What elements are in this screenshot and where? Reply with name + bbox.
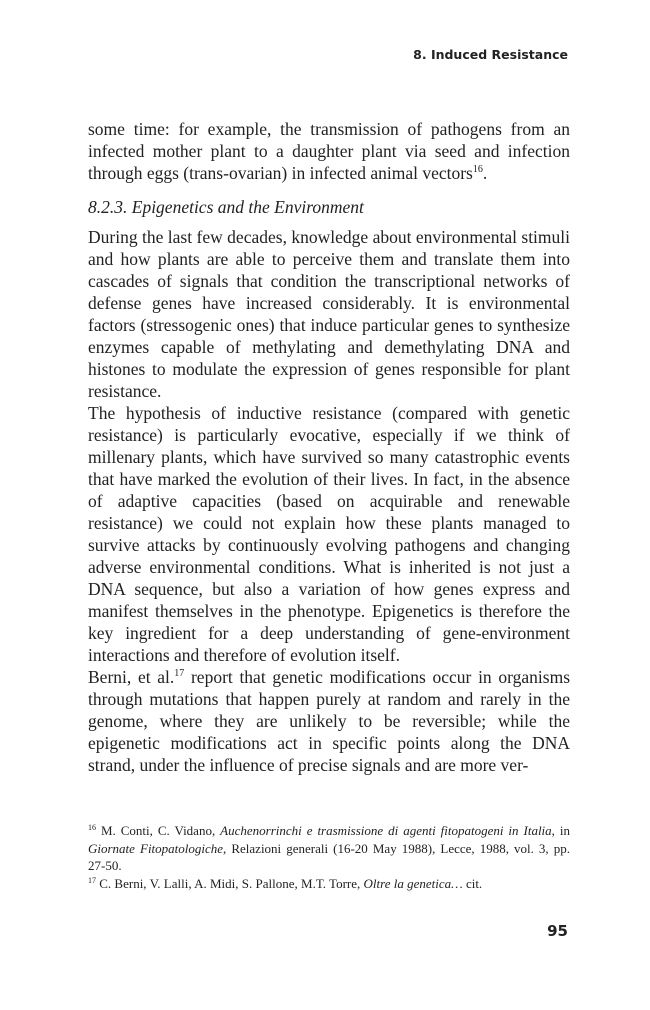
footnote-16 bbox=[88, 822, 570, 875]
footnote-text: M. Conti, C. Vidano, bbox=[96, 823, 221, 838]
paragraph-end: . bbox=[482, 163, 488, 183]
footnote-text: , Relazioni generali (16-20 May 1988), Lecce, 1988, vol. 3, pp. 27-50. bbox=[88, 840, 570, 873]
footnote-ref-16[interactable]: 16 bbox=[472, 164, 483, 175]
footnote-17 bbox=[88, 875, 570, 893]
main-text bbox=[88, 118, 570, 776]
footnote-number: 16 bbox=[88, 823, 96, 832]
page-number: 95 bbox=[547, 922, 568, 940]
footnote-title: Oltre la genetica… bbox=[363, 875, 463, 891]
footnote-number: 17 bbox=[88, 875, 96, 885]
paragraph-hypothesis: The hypothesis of inductive resistance (compared with genetic resistance) is particularly evocative, especially if we think of millenary plants, which have survived so many catastrophic events that have marked the evolution of their lives. In fact, in the absence of adaptive capacities (based on acquirable and renewable resistance) we could not explain how these plants managed to survive attacks by continuously evolving pathogens and changing adverse environmental conditions. What is inherited is not just a DNA sequence, but also a variation of how genes express and manifest themselves in the phenotype. Epigenetics is therefore the key ingredient for a deep understanding of gene-environment interactions and therefore of evolution itself. bbox=[88, 403, 570, 665]
running-head: 8. Induced Resistance bbox=[413, 47, 568, 62]
footnote-text: C. Berni, V. Lalli, A. Midi, S. Pallone, M.T. Torre, bbox=[96, 875, 364, 891]
footnotes bbox=[88, 822, 570, 892]
paragraph-epigenetics: During the last few decades, knowledge about environmental stimuli and how plants are able to perceive them and translate them into cascades of signals that condition the transcriptional networks of defense genes have increased considerably. It is environmental factors (stressogenic ones) that induce particular genes to synthesize enzymes capable of methylating and demethylating DNA and histones to modulate the expression of genes responsible for plant resistance. bbox=[88, 227, 570, 401]
paragraph-text: some time: for example, the transmission of pathogens from an infected mother plant to a daughter plant via seed and infection through eggs (trans-ovarian) in infected animal vectors bbox=[88, 119, 570, 183]
footnote-ref-17[interactable]: 17 bbox=[174, 668, 185, 679]
paragraph-text: report that genetic modifications occur in organisms through mutations that happen purely at random and rarely in the genome, where they are unlikely to be reversible; while the epigenetic modifications act in specific points along the DNA strand, under the influence of precise signals and are more ver- bbox=[88, 667, 571, 775]
footnote-journal: Giornate Fitopatologiche bbox=[88, 840, 224, 856]
paragraph-text: Berni, et al. bbox=[88, 667, 175, 687]
footnote-text: cit. bbox=[462, 875, 483, 891]
section-heading: 8.2.3. Epigenetics and the Environment bbox=[88, 197, 364, 217]
footnote-title: Auchenorrinchi e trasmissione di agenti fitopatogeni in Italia bbox=[220, 823, 552, 838]
footnote-text: , in bbox=[551, 823, 570, 838]
paragraph-continuation bbox=[88, 118, 570, 184]
paragraph-berni bbox=[88, 666, 570, 776]
